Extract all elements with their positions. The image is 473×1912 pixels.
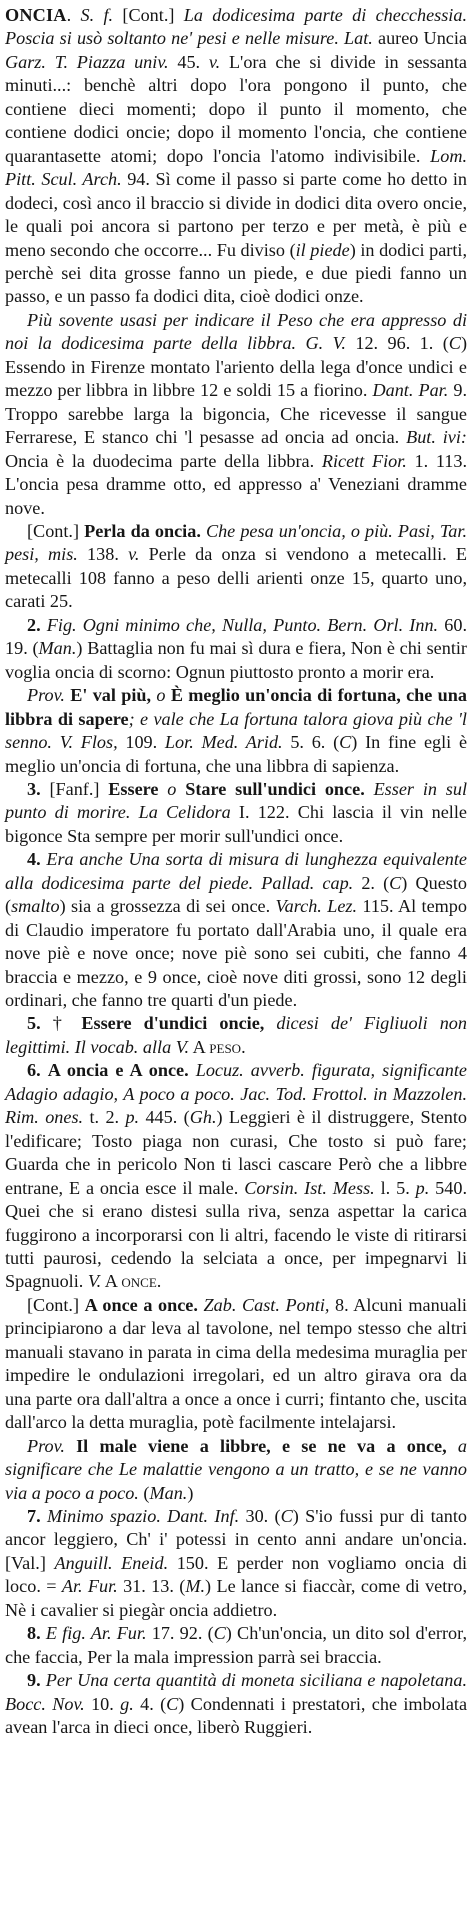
text-run (41, 1060, 48, 1080)
text-run: M. (185, 1576, 206, 1597)
sense-number: 7. (27, 1506, 41, 1526)
text-run: p. (125, 1107, 140, 1128)
text-run: 445. ( (139, 1107, 190, 1128)
text-run: ) Ch'un'oncia, un dito sol d'error, che faccia, Per la mala impression parrà sei braccia. (5, 1623, 467, 1667)
entry-sense (5, 778, 467, 848)
text-run: ) sia a grossezza di sei once. (59, 896, 276, 917)
text-run: . (66, 5, 81, 25)
text-run: Essere d'undici oncie, (81, 1013, 265, 1034)
text-run: ) (187, 1482, 194, 1503)
text-run: aureo Uncia (378, 28, 467, 49)
text-run: o (156, 685, 166, 706)
text-run: A oncia e A once. (47, 1060, 189, 1081)
text-run: Minimo spazio. Dant. Inf. (40, 1506, 240, 1526)
sense-number: 2. (27, 614, 41, 635)
text-run: Gh. (189, 1107, 217, 1128)
text-run: Oncia è la duodecima parte della libbra. (5, 450, 322, 471)
text-run: 540. Quei che si erano distesi sulla riva, senza aspettar la carica fuggirono a incorporarsi con li altri, facendo le viste di ritirarsi tutti paurosi, cedendo la selciata a once, per impegnarvi li Spagnuoli. (5, 1177, 468, 1292)
text-run: C (389, 872, 402, 893)
text-run: . (241, 1036, 246, 1057)
text-run: Essere (108, 778, 159, 799)
sense-number: 4. (27, 849, 41, 870)
text-run: 45. (168, 51, 209, 72)
text-run: But. ivi: (406, 427, 467, 448)
text-run: 1. 113. L'oncia pesa dramme otto, ed appresso a' Veneziani dramme nove. (5, 450, 467, 518)
text-run: 8. Alcuni manuali principiarono a dar leva al tavolone, nel tempo stesso che altri manuali stavano in parata in cima della medesima muraglia per impedire le ondulazioni irregolari, ed un altro girava ora da una parte ora dall'altra a once a once i curri; fintanto che, uscita dall'arco la detta muraglia, potè facilmente intelajarsi. (5, 1294, 467, 1433)
text-run: ) Essendo in Firenze montato l'ariento della lega d'once undici e mezzo per libbra in libbre 12 e soldi 15 a fiorino. (5, 333, 467, 401)
text-run: I. 122. Chi lascia il vin nelle bigonce Sta sempre per morir sull'undici once. (5, 802, 467, 846)
text-run: Locuz. avverb. figurata, significante Adagio adagio, A poco a poco. Jac. Tod. Frottol. in Mazzolen. Rim. ones. (5, 1060, 467, 1128)
text-run: C (339, 732, 352, 753)
text-run: ( (138, 1482, 150, 1503)
text-run: C (166, 1693, 179, 1714)
text-run: [Cont.] (27, 520, 85, 541)
text-run: S. f. (80, 5, 114, 25)
text-run: Dant. Par. (372, 380, 449, 401)
text-run: † (40, 1013, 82, 1034)
text-run: ) Le lance si fiaccàr, come di vetro, Nè i cavalier si piegàr oncia addietro. (5, 1576, 468, 1620)
text-run: 2. ( (353, 872, 390, 893)
text-run: a significare che Le malattie vengono a un tratto, e se ne vanno via a poco a poco. (5, 1435, 468, 1503)
text-run: Per Una certa quantità di moneta siciliana e napoletana. Bocc. Nov. (5, 1670, 467, 1714)
text-run: Esser in sul punto di morire. La Celidora (5, 778, 468, 823)
text-run: C (280, 1506, 293, 1526)
text-run: 31. 13. ( (117, 1576, 186, 1597)
text-run: Perle da onza si vendono a metecalli. E metecalli 108 fanno a peso delli arienti onze 15, quarto uno, carati 25. (5, 544, 468, 612)
entry-sense (5, 848, 467, 1012)
text-run: E' val più, (64, 685, 157, 706)
text-run: C (448, 333, 461, 354)
text-run: 115. Al tempo di Claudio imperatore fu portato dall'Arabia uno, il quale era nove piè e nove once; nove piè sono sei cubiti, che fanno 4 braccia e mezzo, e 9 once, cioè nove diti grossi, sono 12 degli ordinari, che fanno tre quarti d'un piede. (5, 896, 467, 1011)
text-run: 10. (84, 1693, 121, 1714)
text-run: Prov. (27, 685, 65, 706)
text-run: smalto (11, 896, 60, 917)
text-run: [Cont.] (27, 1294, 85, 1315)
text-run: 138. (77, 544, 129, 565)
text-run: A (101, 1271, 122, 1292)
entry-sense (5, 309, 467, 520)
entry-sense (5, 1435, 467, 1505)
text-run: v. (208, 51, 221, 72)
sense-number: 9. (27, 1670, 41, 1691)
text-run: 150. E perder non vogliamo oncia di loco. = (5, 1552, 467, 1597)
text-run: ) in dodici parti, perchè sei dita grosse fanno un piede, e due piedi fanno un passo, e un passo fa dodici dita, cioè dodici onze. (5, 239, 467, 307)
text-run: L'ora che si divide in sessanta minuti...: benchè altri dopo l'ora pongono il punto, che contiene dieci momenti; dopo il punto il momento, che contiene dodici oncie; dopo il momento l'oncia, che contiene quarantasette atomi; dopo l'oncia l'atomo indivisibile. (5, 51, 468, 166)
text-run: Il male viene a libbre, e se ne va a once, (64, 1435, 447, 1456)
text-run: A once a once. (84, 1294, 198, 1315)
text-run: Lor. Med. Arid. (164, 732, 283, 753)
text-run: Man. (149, 1482, 188, 1503)
entry-sense (5, 1505, 467, 1622)
text-run: ) Condennati i prestatori, che imbolata avean l'arca in dieci once, liberò Ruggieri. (5, 1693, 468, 1738)
text-run: 5. 6. ( (282, 732, 340, 753)
text-run: [Cont.] (113, 5, 184, 25)
sense-number: 3. (27, 778, 41, 799)
text-run: once (121, 1271, 157, 1292)
text-run: La dodicesima parte di checchessia. Poscia si usò soltanto ne' pesi e nelle misure. Lat. (5, 5, 467, 49)
text-run: 30. ( (239, 1506, 281, 1526)
text-run: 12. 96. 1. ( (345, 333, 449, 354)
text-run: 9. Troppo sarebbe larga la bigoncia, Che ricevesse il sangue Ferrarese, E stanco chi 'l pesasse ad oncia ad oncia. (5, 380, 467, 448)
text-run: Varch. Lez. (275, 896, 358, 917)
text-run: . (156, 1271, 162, 1292)
text-run: Anguill. Eneid. (54, 1552, 169, 1573)
entry-sense (5, 1059, 467, 1294)
text-run: Garz. T. Piazza univ. (5, 51, 169, 72)
text-run: Più sovente usasi per indicare il Peso che era appresso di noi la dodicesima parte della libbra. G. V. (5, 309, 467, 354)
entry-sense (5, 1294, 467, 1435)
text-run: peso (209, 1036, 242, 1057)
text-run: p. (415, 1177, 430, 1198)
text-run: ) Questo ( (5, 872, 467, 917)
text-run: 94. Sì come il passo si parte come ho detto in dodeci, così anco il braccio si divide in dodici dita overo oncie, le quali poi ancora si partono per terzo e per metà, è più e meno secondo che occorre... Fu diviso ( (5, 169, 467, 260)
text-run: Lom. Pitt. Scul. Arch. (5, 145, 467, 190)
text-run: v. (128, 544, 140, 565)
text-run: Stare sull'undici once. (185, 778, 365, 799)
entry-sense (5, 1012, 467, 1059)
text-run: ) In fine egli è meglio un'oncia di fortuna, che una libbra di sapienza. (5, 732, 468, 776)
text-run: Man. (38, 638, 77, 659)
text-run: A (189, 1036, 210, 1057)
text-run: ) Leggieri è il distruggere, Stento l'edificare; Tosto piaga non curasi, Che tosto si può fare; Guarda che in pericolo Non ti lasci cascare Però che a libbre entrane, E a oncia esce il male. (5, 1107, 468, 1198)
text-run: Ar. Fur. (61, 1576, 118, 1597)
text-run: Fig. Ogni minimo che, Nulla, Punto. Bern. Orl. Inn. (40, 614, 439, 635)
text-run: 60. 19. ( (5, 614, 468, 659)
text-run: Ricett Fior. (321, 450, 407, 471)
text-run: [Fanf.] (40, 778, 109, 799)
text-run: ) Battaglia non fu mai sì dura e fiera, Non è chi sentir voglia oncia di scorno: Ognun piuttosto pronto a morir era. (5, 638, 467, 682)
text-run: 17. 92. ( (146, 1623, 214, 1644)
text-run: V. (87, 1271, 102, 1292)
text-run: ) S'io fussi pur di tanto ancor leggiero, Ch' i' potessi in cento anni andare un'oncia. [Val.] (5, 1506, 467, 1573)
entry-sense (5, 520, 467, 614)
text-run: o (158, 778, 186, 799)
text-run: dicesi de' Figliuoli non legittimi. Il vocab. alla V. (5, 1013, 467, 1057)
entry-definition (5, 4, 467, 309)
entry-sense (5, 684, 467, 778)
text-run: Era anche Una sorta di misura di lunghezza equivalente alla dodicesima parte del piede. Pallad. cap. (5, 849, 467, 893)
text-run: Corsin. Ist. Mess. (244, 1177, 375, 1198)
text-run: ; e vale che La fortuna talora giova più che 'l senno. V. Flos, (5, 708, 467, 753)
entry-sense (5, 614, 467, 684)
text-run: Zab. Cast. Ponti, (197, 1294, 330, 1315)
headword: ONCIA (5, 5, 67, 25)
text-run: Che pesa un'oncia, o più. Pasi, Tar. pesi, mis. (5, 520, 467, 565)
text-run: t. 2. (83, 1107, 126, 1128)
sense-number: 6. (27, 1060, 41, 1081)
text-run: 109. (117, 732, 165, 753)
text-run: E fig. Ar. Fur. (40, 1623, 147, 1644)
text-run: È meglio un'oncia di fortuna, che una libbra di sapere (5, 685, 467, 729)
text-run: l. 5. (374, 1177, 416, 1198)
text-run: 4. ( (133, 1693, 167, 1714)
entry-sense (5, 1669, 467, 1739)
sense-number: 5. (27, 1013, 41, 1034)
text-run: Prov. (27, 1435, 65, 1456)
entry-sense (5, 1622, 467, 1669)
sense-number: 8. (27, 1623, 41, 1644)
text-run: g. (120, 1693, 134, 1714)
text-run: Perla da oncia. (84, 520, 201, 541)
text-run: il piede (295, 239, 350, 260)
text-run: C (213, 1623, 226, 1644)
